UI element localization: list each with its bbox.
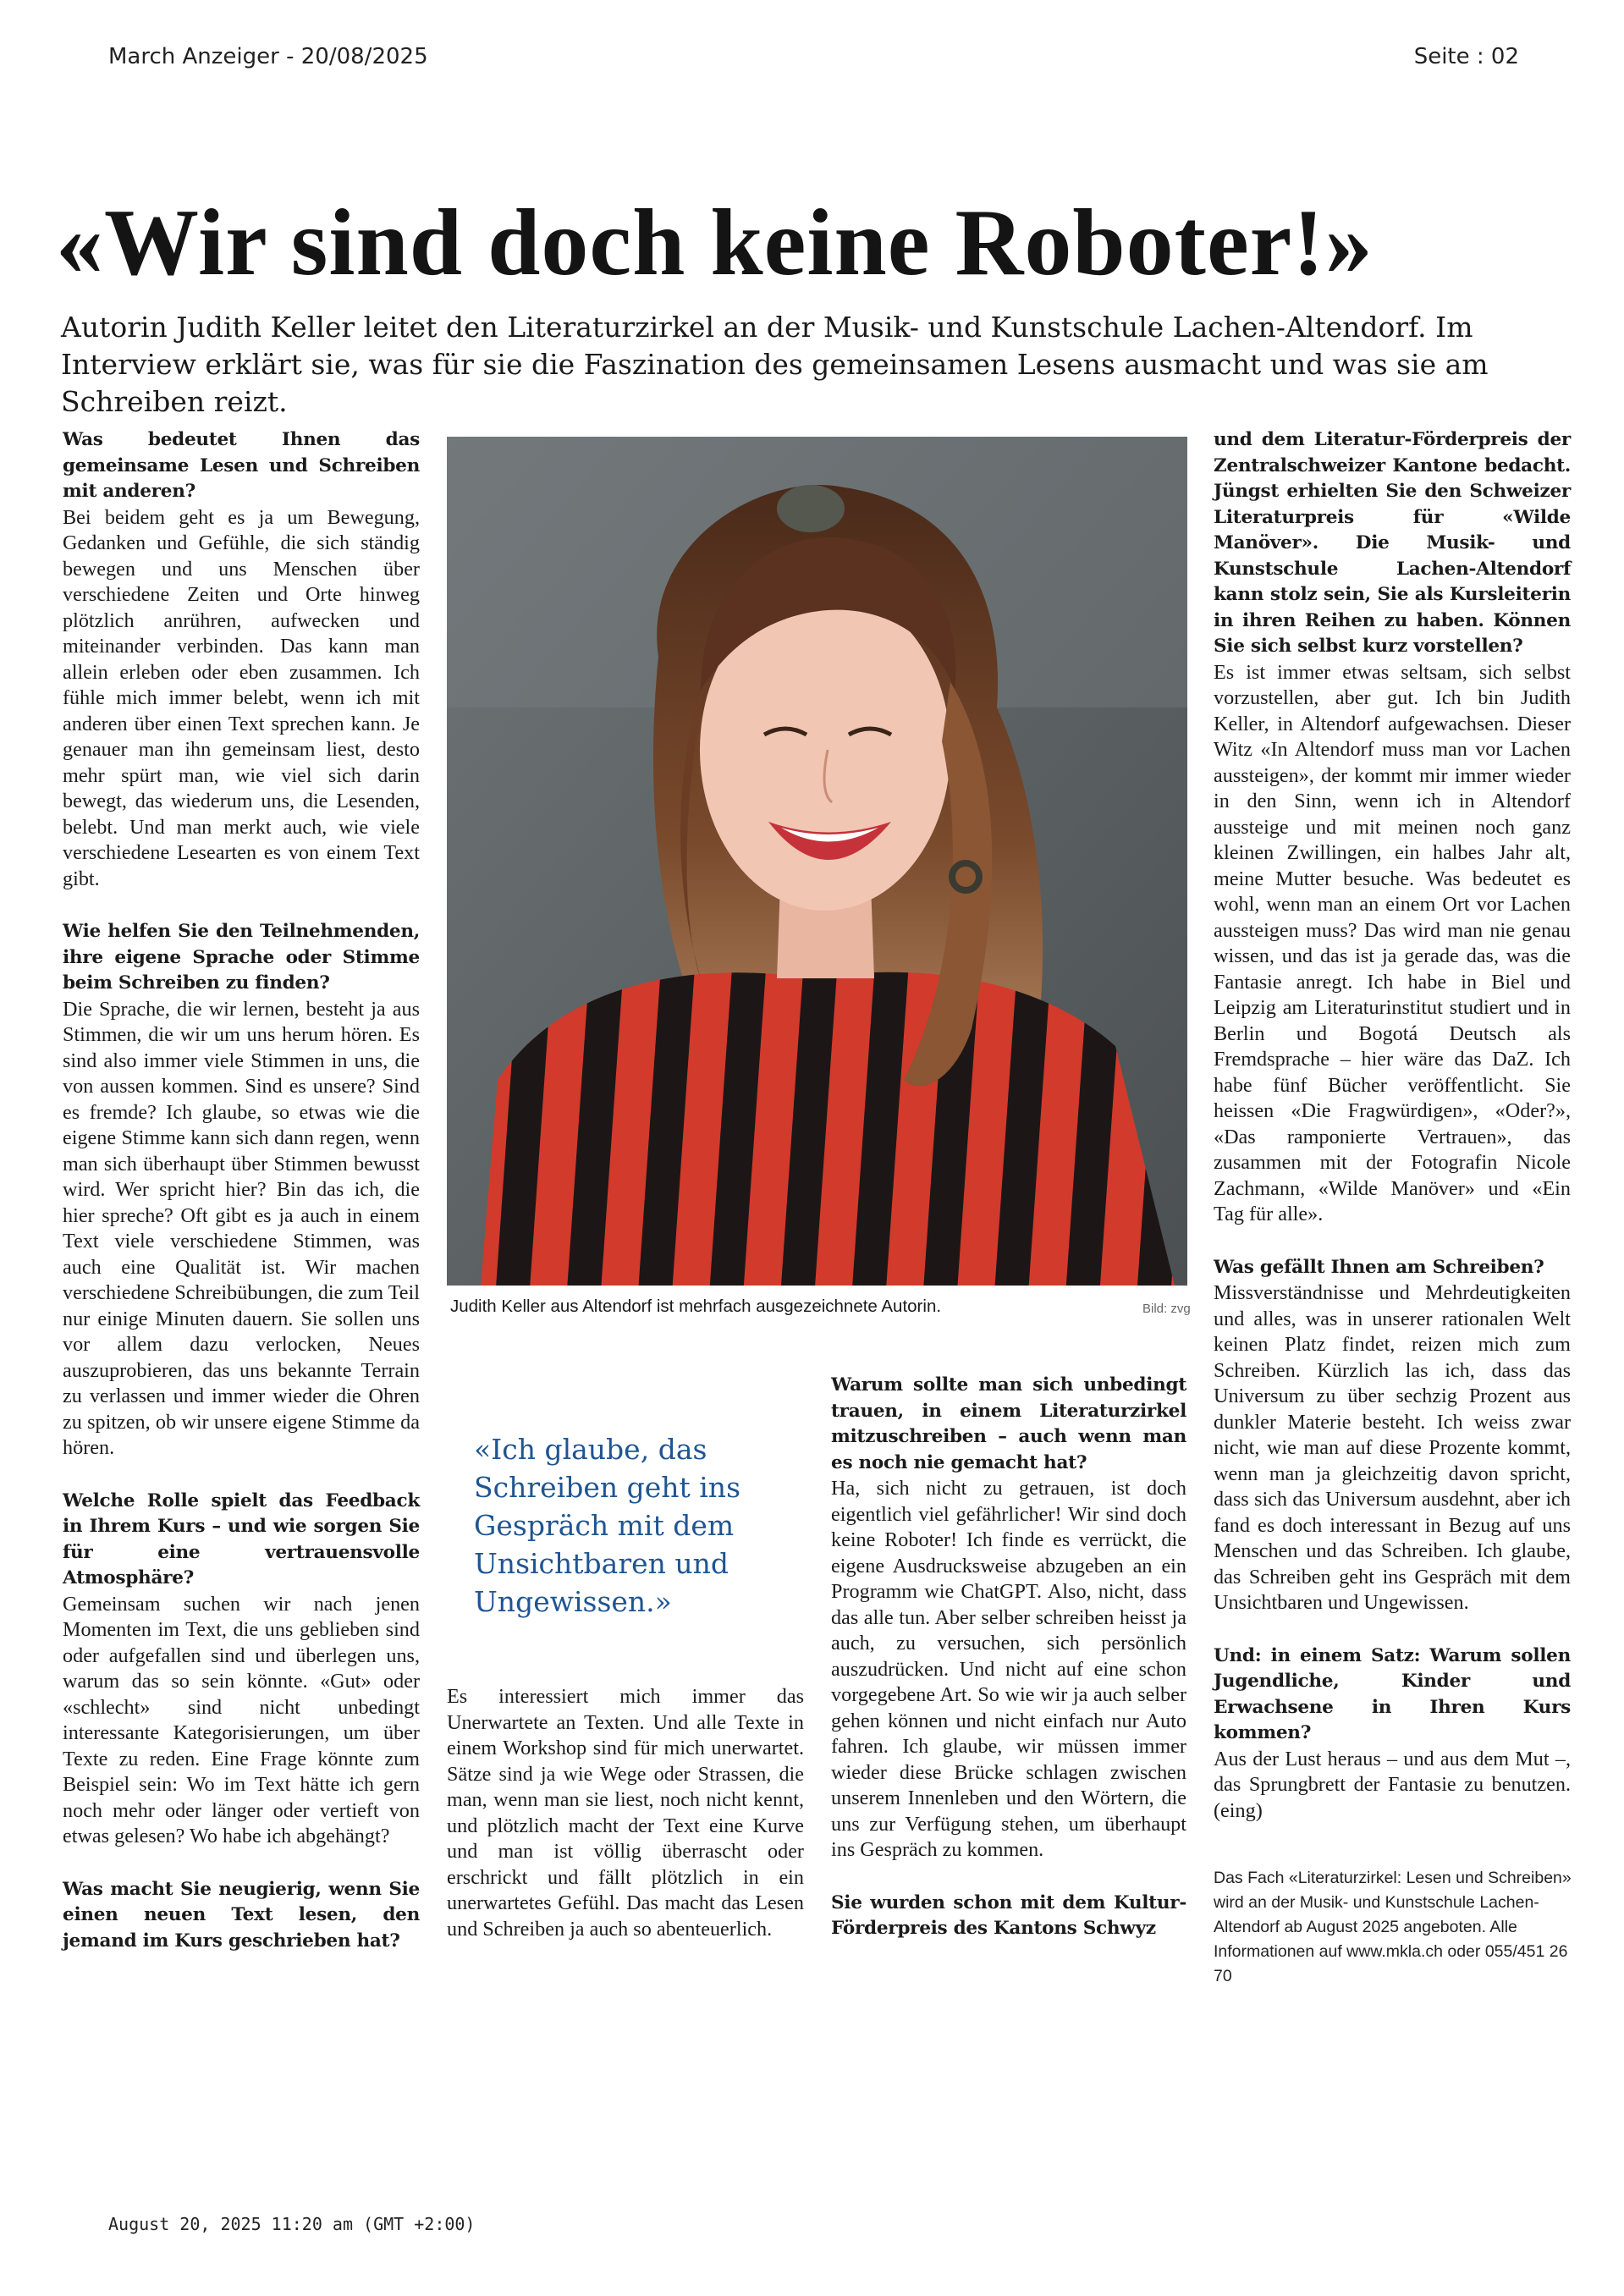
interview-question: Was bedeutet Ihnen das gemeinsame Lesen und Schreiben mit anderen? (63, 429, 420, 502)
photo-caption: Judith Keller aus Altendorf ist mehrfach ausgezeichnete Autorin. (450, 1297, 942, 1316)
interview-answer: Gemeinsam suchen wir nach jenen Momenten im Text, die uns geblieben sind oder aufgefallen sind und überlegen uns, warum das so sein könnte. «Gut» oder «schlecht» sind nicht unbedingt interessante Kategorisierungen, um über Texte zu reden. Eine Frage könnte zum Beispiel sein: Wo im Text hätte ich gern noch mehr oder länger oder vertieft von etwas gelesen? Wo habe ich abgehängt? (63, 1592, 420, 1847)
interview-question: Welche Rolle spielt das Feedback in Ihrem Kurs – und wie sorgen Sie für eine vertrauensvolle Atmosphäre? (63, 1489, 420, 1588)
interview-question: Was gefällt Ihnen am Schreiben? (1214, 1256, 1544, 1278)
interview-answer: Bei beidem geht es ja um Bewegung, Gedanken und Gefühle, die sich ständig bewegen und uns Menschen über verschiedene Zeiten und Orte hinweg plötzlich anrühren, aufwecken und miteinander verbinden. Das kann man allein erleben oder eben zusammen. Ich fühle mich immer belebt, wenn ich mit anderen über einen Text sprechen kann. Je genauer man ihn gemeinsam liest, desto mehr spürt man, wie viel sich darin bewegt, das wiederum uns, die Lesenden, belebt. Und man merkt auch, wie viele verschiedene Lesearten es von einem Text gibt. (63, 505, 420, 890)
interview-answer: Es ist immer etwas seltsam, sich selbst vorzustellen, aber gut. Ich bin Judith Keller, in Altendorf aufgewachsen. Dieser Witz «In Altendorf muss man vor Lachen aussteigen», der kommt mir immer wieder in den Sinn, wenn ich in Altendorf aussteige und mit meinen noch ganz kleinen Zwillingen, ein halbes Jahr alt, meine Mutter besuche. Was bedeutet es wohl, wenn man an einem Ort vor Lachen aussteigen muss? Das wird man nie genau wissen, und das ist ja gerade das, was die Fantasie anregt. Ich habe in Biel und Leipzig am Literaturinstitut studiert und in Berlin und Bogotá Deutsch als Fremdsprache – hier wäre das DaZ. Ich habe fünf Bücher veröffentlicht. Sie heissen «Die Fragwürdigen», «Oder?», «Das ramponierte Vertrauen», das zusammen mit der Fotografin Nicole Zachmann, «Wilde Manöver» und «Ein Tag für alle». (1214, 660, 1571, 1225)
interview-answer: Es interessiert mich immer das Unerwartete an Texten. Und alle Texte in einem Workshop sind für mich unerwartet. Sätze sind ja wie Wege oder Strassen, die man, wenn man sie liest, noch nicht kennt, und plötzlich macht der Text eine Kurve und man ist völlig überrascht oder erschrickt und fällt plötzlich in ein unerwartetes Gefühl. Das macht das Lesen und Schreiben ja auch so abenteuerlich. (447, 1685, 804, 1941)
article-column-4 (1214, 427, 1571, 1824)
portrait-photo (447, 437, 1187, 1286)
interview-question: Sie wurden schon mit dem Kultur-Förderpreis des Kantons Schwyz (831, 1891, 1186, 1939)
interview-answer: Die Sprache, die wir lernen, besteht ja aus Stimmen, die wir um uns herum hören. Es sind also immer viele Stimmen in uns, die von aussen kommen. Sind es unsere? Sind es fremde? Ich glaube, so etwas wie die eigene Stimme kann sich dann regen, wenn man sich überhaupt über Stimmen bewusst wird. Wer spricht hier? Bin das ich, die hier spreche? Oft gibt es ja auch in einem Text viele verschiedene Stimmen, was auch eine Qualität ist. Wir machen verschiedene Schreibübungen, die zum Teil nur einige Minuten dauern. Sie sollen uns vor allem dazu verlocken, Neues auszuprobieren, das uns bekannte Terrain zu verlassen und immer wieder die Ohren zu spitzen, ob wir unsere eigene Stimme da hören. (63, 997, 420, 1459)
interview-answer: Missverständnisse und Mehrdeutigkeiten und alles, was in unserer rationalen Welt keinen Platz findet, reizen mich zum Schreiben. Kürzlich las ich, dass das Universum zu über sechzig Prozent aus dunkler Materie besteht. Ich weiss zwar nicht, wie man auf diese Prozente kommt, wenn man ja gleichzeitig davon spricht, dass sich das Universum ausdehnt, aber ich fand es doch interessant in Bezug auf uns Menschen und das Schreiben. Ich glaube, das Schreiben geht ins Gespräch mit dem Unsichtbaren und Ungewissen. (1214, 1281, 1571, 1614)
interview-question: Wie helfen Sie den Teilnehmenden, ihre eigene Sprache oder Stimme beim Schreiben zu finden? (63, 921, 420, 994)
interview-answer: Ha, sich nicht zu getrauen, ist doch eigentlich viel gefährlicher! Wir sind doch keine Roboter! Ich finde es verrückt, die eigene Ausdrucksweise abzugeben an ein Programm wie ChatGPT. Also, nicht, dass das alle tun. Aber selber schreiben heisst ja auch, zu versuchen, sich persönlich auszudrücken. Und nicht auf eine schon vorgegebene Art. So wie wir ja auch selber gehen können und nicht einfach nur Auto fahren. Ich glaube, wir müssen immer wieder diese Brücke schlagen zwischen unserem Innenleben und den Wörtern, die uns zur Verfügung stehen, um überhaupt ins Gespräch zu kommen. (831, 1477, 1186, 1861)
print-timestamp-footer: August 20, 2025 11:20 am (GMT +2:00) (108, 2214, 476, 2234)
interview-question: Was macht Sie neugierig, wenn Sie einen neuen Text lesen, den jemand im Kurs geschrieben hat? (63, 1878, 420, 1952)
publication-date-header: March Anzeiger - 20/08/2025 (108, 44, 428, 69)
portrait-illustration (447, 437, 1187, 1286)
interview-question: und dem Literatur-Förderpreis der Zentralschweizer Kantone bedacht. Jüngst erhielten Sie den Schweizer Literaturpreis für «Wilde Manöver». Die Musik- und Kunstschule Lachen-Altendorf kann stolz sein, Sie als Kursleiterin in ihren Reihen zu haben. Können Sie sich selbst kurz vorstellen? (1214, 429, 1571, 657)
article-column-3 (831, 1373, 1186, 1942)
interview-question: Warum sollte man sich unbedingt trauen, in einem Literaturzirkel mitzuschreiben – auch wenn man es noch nie gemacht hat? (831, 1374, 1186, 1473)
article-column-2 (447, 1684, 804, 1942)
headline: «Wir sind doch keine Roboter!» (56, 190, 1374, 295)
article-column-1 (63, 427, 420, 1954)
photo-credit: Bild: zvg (1142, 1302, 1191, 1316)
interview-question: Und: in einem Satz: Warum sollen Jugendliche, Kinder und Erwachsene in Ihren Kurs kommen? (1214, 1644, 1571, 1743)
course-info-box: Das Fach «Literaturzirkel: Lesen und Schreiben» wird an der Musik- und Kunstschule Lachen-Altendorf ab August 2025 angeboten. Alle Informationen auf www.mkla.ch oder 055/451 26 70 (1214, 1869, 1572, 1985)
lead-paragraph: Autorin Judith Keller leitet den Literaturzirkel an der Musik- und Kunstschule Lachen-Altendorf. Im Interview erklärt sie, was für sie die Faszination des gemeinsamen Lesens ausmacht und was sie am Schreiben reizt. (61, 311, 1489, 418)
page-number: Seite : 02 (1413, 44, 1519, 69)
pull-quote: «Ich glaube, das Schreiben geht ins Gespräch mit dem Unsichtbaren und Ungewissen.» (474, 1433, 740, 1618)
interview-answer: Aus der Lust heraus – und aus dem Mut –, das Sprungbrett der Fantasie zu benutzen. (eing) (1214, 1747, 1571, 1822)
